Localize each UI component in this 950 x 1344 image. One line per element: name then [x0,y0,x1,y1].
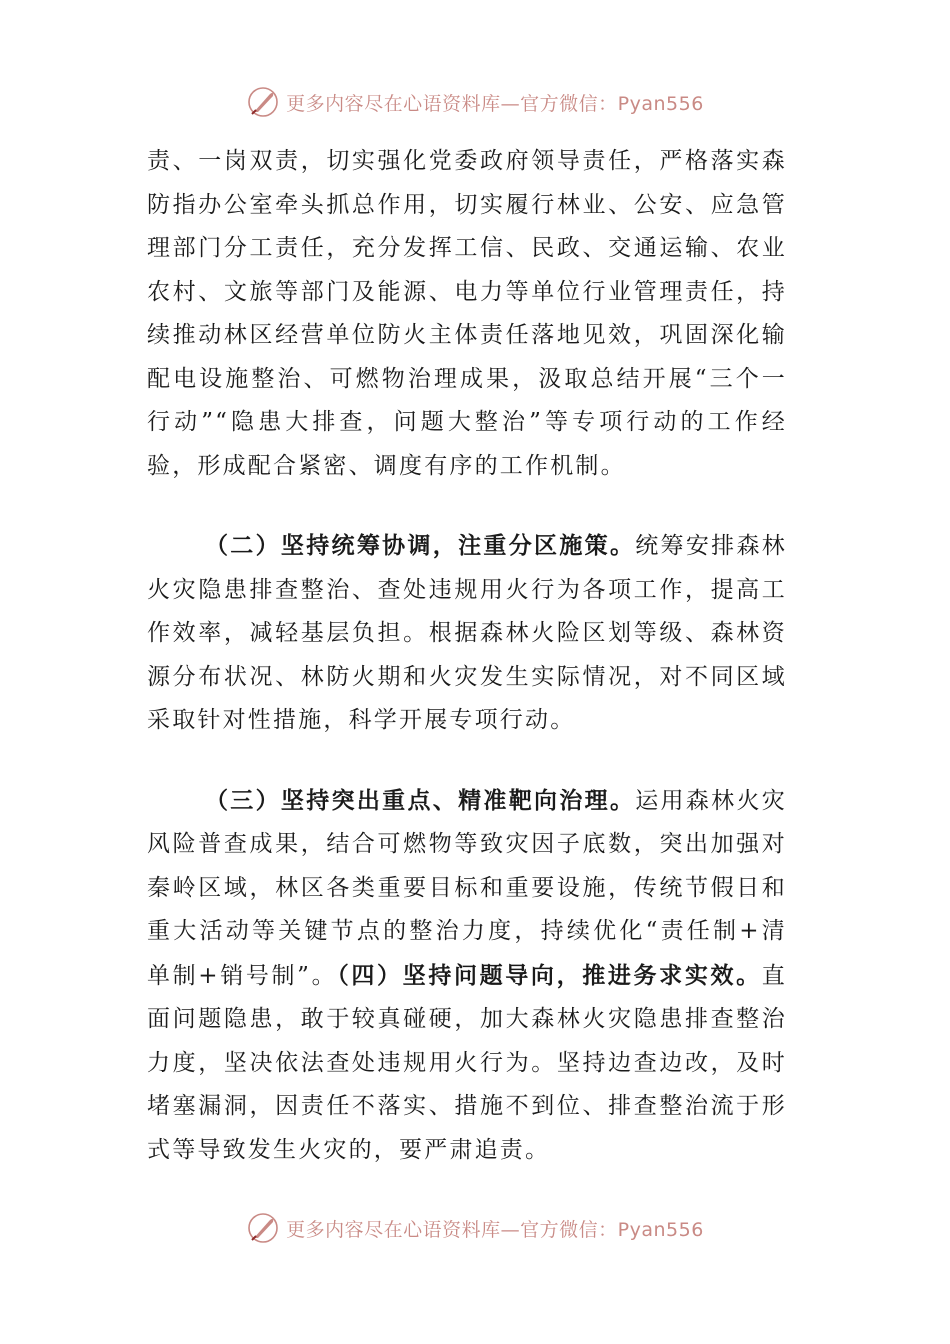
paragraph-3-body: 运用森林火灾风险普查成果，结合可燃物等致灾因子底数，突出加强对秦岭区域，林区各类重要目标和重要设施，传统节假日和重大活动等关键节点的整治力度，持续优化“责任制+清单制+销号制”。 [147,787,787,989]
header-banner-text: 更多内容尽在心语资料库—官方微信：Pyan556 [286,92,704,115]
paragraph-1 [147,140,787,488]
paragraph-4-heading: （四）坚持问题导向，推进务求实效。 [337,961,762,989]
footer-banner-text: 更多内容尽在心语资料库—官方微信：Pyan556 [286,1218,704,1241]
quill-pen-icon [246,1211,280,1245]
paragraph-3 [147,779,787,1173]
quill-pen-icon [246,85,280,119]
document-body [147,140,787,1172]
paragraph-1-body: 责、一岗双责，切实强化党委政府领导责任，严格落实森防指办公室牵头抓总作用，切实履行林业、公安、应急管理部门分工责任，充分发挥工信、民政、交通运输、农业农村、文旅等部门及能源、电力等单位行业管理责任，持续推动林区经营单位防火主体责任落地见效，巩固深化输配电设施整治、可燃物治理成果，汲取总结开展“三个一行动”“隐患大排查，问题大整治”等专项行动的工作经验，形成配合紧密、调度有序的工作机制。 [147,148,787,479]
paragraph-2 [147,524,787,743]
paragraph-4-body: 直面问题隐患，敢于较真碰硬，加大森林火灾隐患排查整治力度，坚决依法查处违规用火行为。坚持边查边改，及时堵塞漏洞，因责任不落实、措施不到位、排查整治流于形式等导致发生火灾的，要严肃追责。 [147,962,787,1163]
paragraph-3-heading: （三）坚持突出重点、精准靶向治理。 [205,786,636,814]
paragraph-2-heading: （二）坚持统筹协调，注重分区施策。 [205,532,636,559]
footer-banner-account: Pyan556 [617,1218,704,1241]
header-banner [0,80,950,124]
paragraph-2-body: 统筹安排森林火灾隐患排查整治、查处违规用火行为各项工作，提高工作效率，减轻基层负担。根据森林火险区划等级、森林资源分布状况、林防火期和火灾发生实际情况，对不同区域采取针对性措施，科学开展专项行动。 [147,533,787,733]
footer-banner [0,1206,950,1250]
header-banner-account: Pyan556 [617,92,704,115]
